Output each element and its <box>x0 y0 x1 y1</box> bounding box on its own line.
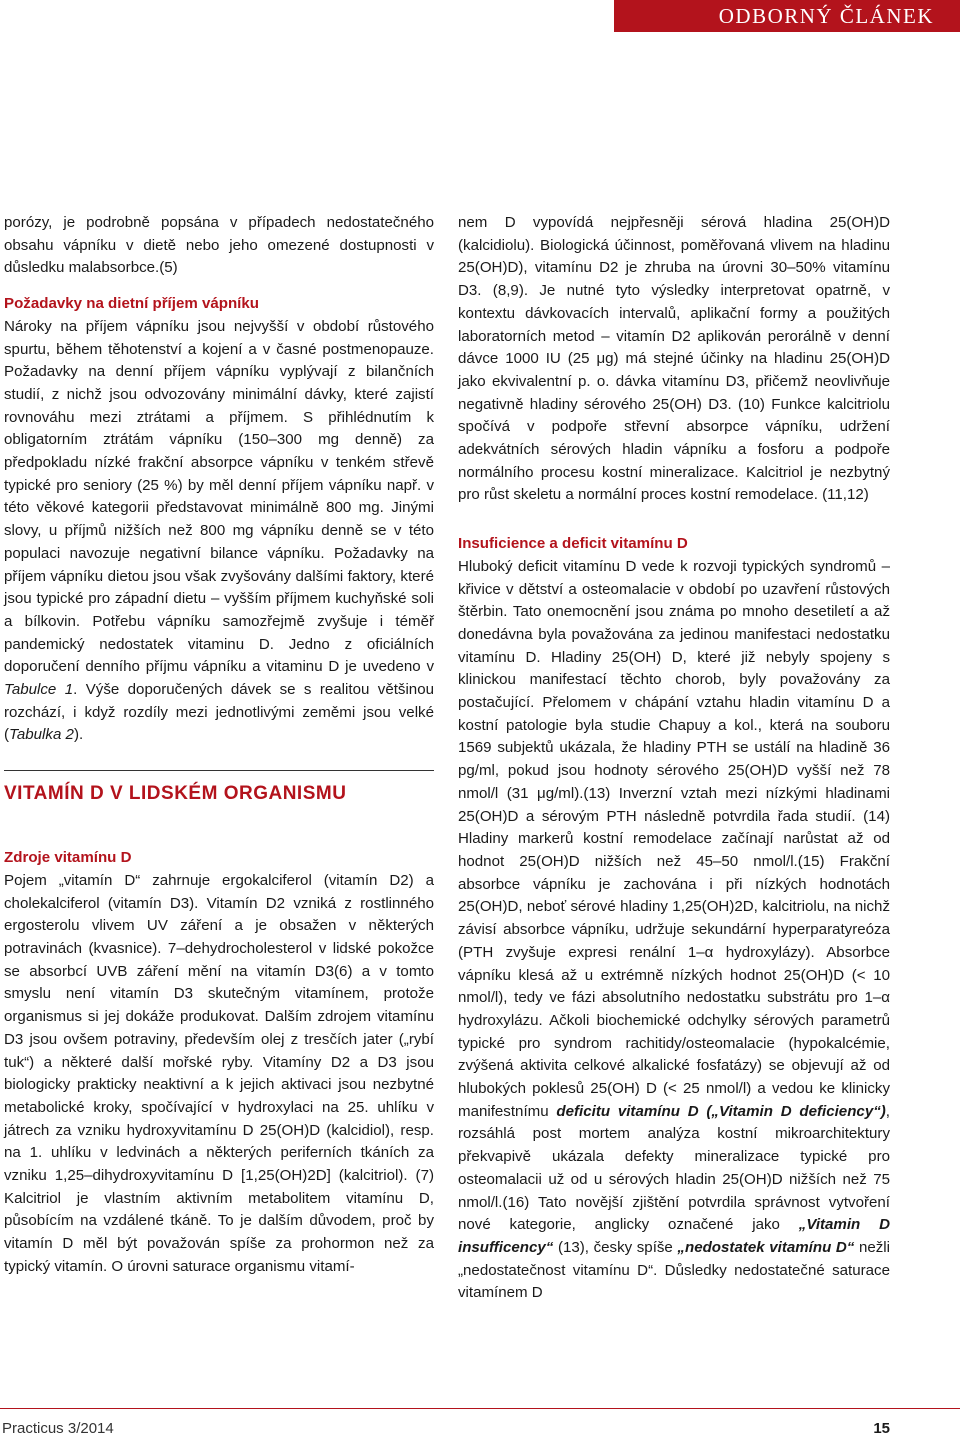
subheading-calcium-intake: Požadavky na dietní příjem vápníku <box>4 295 259 313</box>
table-1-reference: Tabulce 1 <box>4 681 74 699</box>
section-divider <box>4 770 434 771</box>
table-2-reference: Tabulka 2 <box>9 726 74 744</box>
journal-issue: Practicus 3/2014 <box>2 1420 114 1437</box>
emphasis-deficit: deficitu vitamínu D („Vitamin D deficiency“) <box>556 1102 886 1120</box>
paragraph: porózy, je podrobně popsána v případech nedostatečného obsahu vápníku v dietě nebo jeho omezené dostupnosti v důsledku malabsorbce.(5) <box>4 214 434 277</box>
footer-divider <box>0 1408 960 1409</box>
emphasis-insufficiency: „Vitamin D insufficency“ <box>458 1216 890 1256</box>
article-type-tag: ODBORNÝ ČLÁNEK <box>614 0 960 32</box>
paragraph: Nároky na příjem vápníku jsou nejvyšší v období růstového spurtu, během těhotenství a kojení a v časné postmenopauze. Požadavky na denní příjem vápníku vyplývají z bilančních studií, z nichž jsou odvozovány minimální dávky, které zajistí rovnováhu mezi ztrátami a příjmem. S přihlédnutím k obligatorním ztrátám vápníku (150–300 mg denně) za předpokladu nízké frakční absorpce vápníku v tenkém střevě typické pro seniory (25 %) by měl denní příjem vápníku např. v této věkové kategorii představovat minimálně 800 mg. Jinými slovy, u příjmů nižších než 800 mg vápníku denně se v této populaci navozuje negativní bilance vápníku. Požadavky na příjem vápníku dietou jsou však zvyšovány dalšími faktory, které jsou typické pro západní dietu – vyšším příjmem kuchyňské soli a bílkovin. Potřebu vápníku samozřejmě zvyšuje i téměř pandemický nedostatek vitaminu D. Jedno z oficiálních doporučení denního příjmu vápníku a vitaminu D je uvedeno v Tabulce 1. Výše doporučených dávek se s realitou většinou rozchází, i když rozdíly mezi jednotlivými zeměmi jsou velké (Tabulka 2). <box>4 317 434 744</box>
paragraph: nem D vypovídá nejpřesněji sérová hladina 25(OH)D (kalcidiolu). Biologická účinnost, poměřovaná vlivem na hladinu 25(OH)D), vitamínu D2 je zhruba na úrovni 30–50% vitamínu D3. (8,9). Je nutné tyto výsledky interpretovat opatrně, v kontextu dávkovacích intervalů, aplikační formy a použitých laboratorních metod – vitamín D2 aplikován perorálně v denní dávce 1000 IU (25 μg) má stejné účinky na hladinu 25(OH)D jako ekvivalentní p. o. dávka vitamínu D3, přičemž neovlivňuje negativně hladiny sérového 25(OH) D3. (10) Funkce kalcitriolu spočívá v podpoře střevní absorpce vápníku, udržení adekvátních sérových hladin vápníku a fosforu a podpoře normálního procesu kostní mineralizace. Kalcitriol je nezbytný pro růst skeletu a normální proces kostní remodelace. (11,12) <box>458 214 890 504</box>
emphasis-nedostatek: „nedostatek vitamínu D“ <box>677 1238 855 1256</box>
page-number: 15 <box>873 1420 890 1437</box>
section-title: VITAMÍN D V LIDSKÉM ORGANISMU <box>4 783 347 805</box>
paragraph: Hluboký deficit vitamínu D vede k rozvoji typických syndromů – křivice v dětství a osteomalacie v období po uzavření růstových štěrbin. Tato onemocnění jsou známa po mnoho desetiletí a až donedávna byla považována za jedinou manifestaci nedostatku vitamínu D. Hladiny 25(OH) D, které již nebyly spojeny s klinickou manifestací těchto chorob, byly považovány za postačující. Přelomem v chápání vztahu hladin vitamínu D a kostní patologie byla studie Chapuy a kol., která na souboru 1569 subjektů ukázala, že hladiny PTH se ustálí na hladině 36 pg/ml, pokud jsou hodnoty sérového 25(OH)D vyšší než 78 nmol/l (31 μg/ml).(13) Inverzní vztah mezi nízkými hladinami 25(OH)D a sérovým PTH následně potvrdila řada studií. (14) Hladiny markerů kostní remodelace začínají narůstat až od hodnot 25(OH)D nižších než 45–50 nmol/l.(15) Frakční absorbce vápníku je zachována i při nízkých hodnotách 25(OH)D, neboť sérové hladiny 1,25(OH)2D, kalcitriolu, na nichž závisí absorbce vápníku, udržuje sekundární hyperparatyreóza (PTH zvyšuje expresi renální 1–α hydroxylázy). Absorbce vápníku klesá až u extrémně nízkých hodnot 25(OH)D (< 10 nmol/l), tedy ve fázi absolutního nedostatku substrátu pro 1–α hydroxylázu. Ačkoli biochemické odchylky sérových parametrů typické pro syndrom rachitidy/osteomalacie (hypokalcémie, zvýšená aktivita celkové alkalické fosfatázy) se objevují až od hlubokých poklesů 25(OH) D (< 25 nmol/l) a vedou ke klinicky manifestnímu deficitu vitamínu D („Vitamin D deficiency“), rozsáhlá post mortem analýza kostní mikroarchitektury překvapivě ukázala defekty mineralizace typické pro osteomalacii už od u sérových hladin 25(OH)D nižších než 75 nmol/l.(16) Tato novější zjištění potvrdila správnost vytvoření nové kategorie, anglicky označené jako „Vitamin D insufficency“ (13), česky spíše „nedostatek vitamínu D“ nežli „nedostatečnost vitamínu D“. Důsledky nedostatečné saturace vitamínem D <box>458 557 890 1302</box>
paragraph: Pojem „vitamín D“ zahrnuje ergokalciferol (vitamín D2) a cholekalciferol (vitamín D3). Vitamín D2 vzniká z rostlinného ergosterolu vlivem UV záření a je obsažen v některých potravinách (kvasnice). 7–dehydrocholesterol v lidské pokožce se absorbcí UVB záření mění na vitamín D3(6) a v tomto smyslu není vitamín D3 skutečným vitamínem, protože organismus si jej dokáže produkovat. Dalším zdrojem vitamínu D3 jsou ovšem potraviny, především olej z tresčích jater („rybí tuk“) a některé další mořské ryby. Vitamíny D2 a D3 jsou biologicky prakticky neaktivní a k jejich aktivaci jsou nezbytné metabolické kroky, spočívající v hydroxylaci na 25. uhlíku v játrech za vzniku hydroxyvitamínu D 25(OH)D (kalcidiol), resp. na 1. uhlíku v ledvinách a některých periferních tkáních za vzniku 1,25–dihydroxyvitamínu D [1,25(OH)2D] (kalcitriol). (7) Kalcitriol je vlastním aktivním metabolitem vitamínu D, působícím na vzdálené tkáně. To je dalším důvodem, proč by vitamín D měl být považován spíše za prohormon než za typický vitamín. O úrovni saturace organismu vitamí- <box>4 871 434 1275</box>
subheading-insufficiency: Insuficience a deficit vitamínu D <box>458 535 688 553</box>
right-column <box>458 212 890 1305</box>
left-column <box>4 212 434 1279</box>
subheading-vitamin-d-sources: Zdroje vitamínu D <box>4 849 132 867</box>
